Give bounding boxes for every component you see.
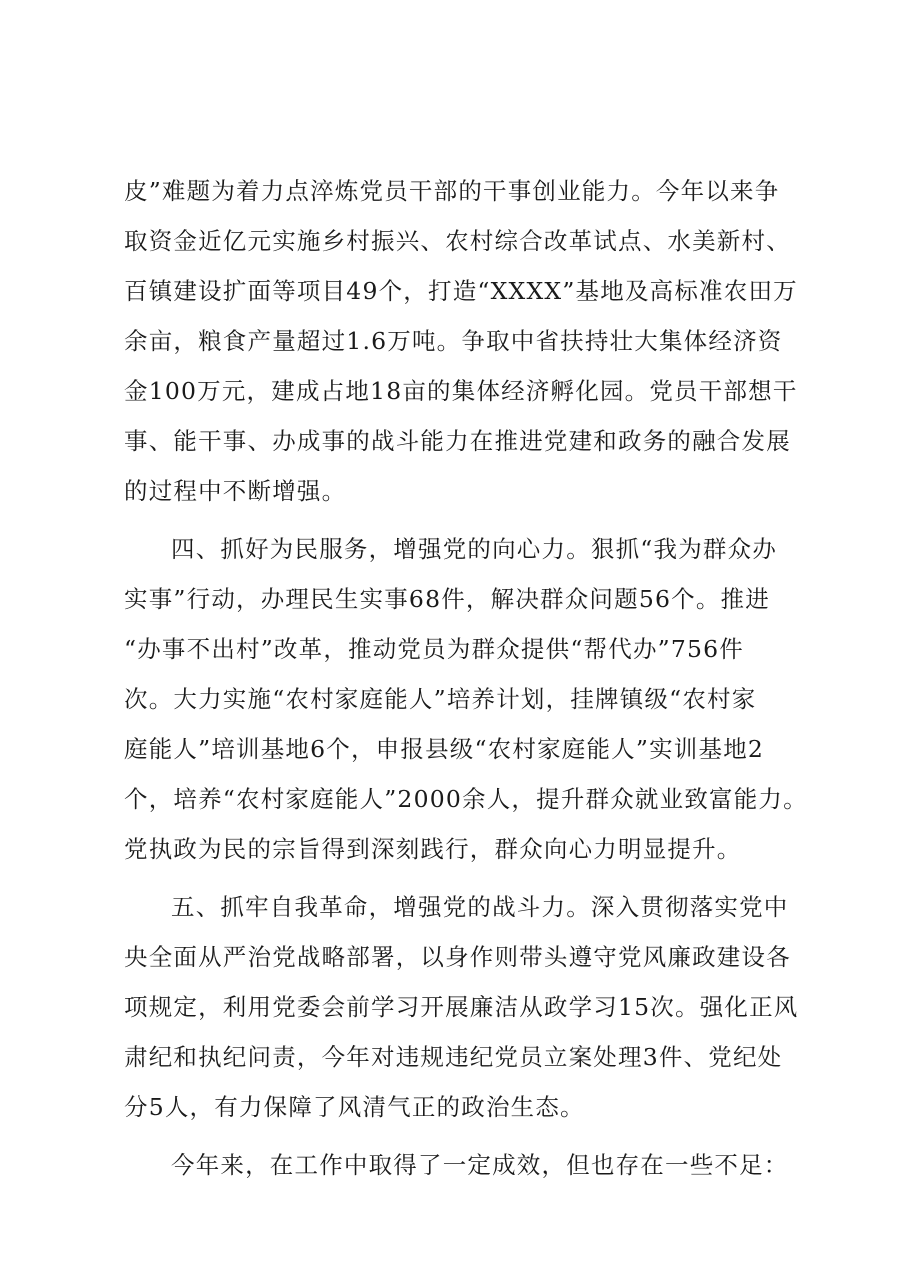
paragraph-3 (124, 882, 814, 1132)
text-line: 次。大力实施“农村家庭能人”培养计划，挂牌镇级“农村家 (124, 685, 757, 713)
text-line: 庭能人”培训基地6个，申报县级“农村家庭能人”实训基地2 (124, 735, 765, 763)
text-line: 金100万元，建成占地18亩的集体经济孵化园。党员干部想干 (124, 377, 798, 405)
text-line: 今年来，在工作中取得了一定成效，但也存在一些不足： (171, 1151, 789, 1179)
text-line: 实事”行动，办理民生实事68件，解决群众问题56个。推进 (124, 585, 770, 613)
text-line: 个，培养“农村家庭能人”2000余人，提升群众就业致富能力。 (124, 785, 808, 813)
text-line: 肃纪和执纪问责，今年对违规违纪党员立案处理3件、党纪处 (124, 1043, 783, 1071)
paragraph-2 (124, 524, 814, 874)
text-line: “办事不出村”改革，推动党员为群众提供“帮代办”756件 (124, 635, 745, 663)
text-line: 党执政为民的宗旨得到深刻践行，群众向心力明显提升。 (124, 835, 742, 863)
text-line: 四、抓好为民服务，增强党的向心力。狠抓“我为群众办 (171, 535, 778, 563)
text-line: 央全面从严治党战略部署，以身作则带头遵守党风廉政建设各 (124, 943, 791, 971)
text-line: 五、抓牢自我革命，增强党的战斗力。深入贯彻落实党中 (171, 893, 789, 921)
text-line: 皮”难题为着力点淬炼党员干部的干事创业能力。今年以来争 (124, 177, 780, 205)
paragraph-4 (124, 1140, 814, 1190)
text-line: 取资金近亿元实施乡村振兴、农村综合改革试点、水美新村、 (124, 227, 791, 255)
text-line: 分5人，有力保障了风清气正的政治生态。 (124, 1093, 585, 1121)
paragraph-1 (124, 166, 814, 516)
text-line: 项规定，利用党委会前学习开展廉洁从政学习15次。强化正风 (124, 993, 799, 1021)
text-line: 事、能干事、办成事的战斗能力在推进党建和政务的融合发展 (124, 427, 791, 455)
text-line: 的过程中不断增强。 (124, 477, 347, 505)
text-line: 余亩，粮食产量超过1.6万吨。争取中省扶持壮大集体经济资 (124, 327, 783, 355)
text-line: 百镇建设扩面等项目49个，打造“XXXX”基地及高标准农田万 (124, 277, 798, 305)
document-body (124, 166, 814, 1190)
